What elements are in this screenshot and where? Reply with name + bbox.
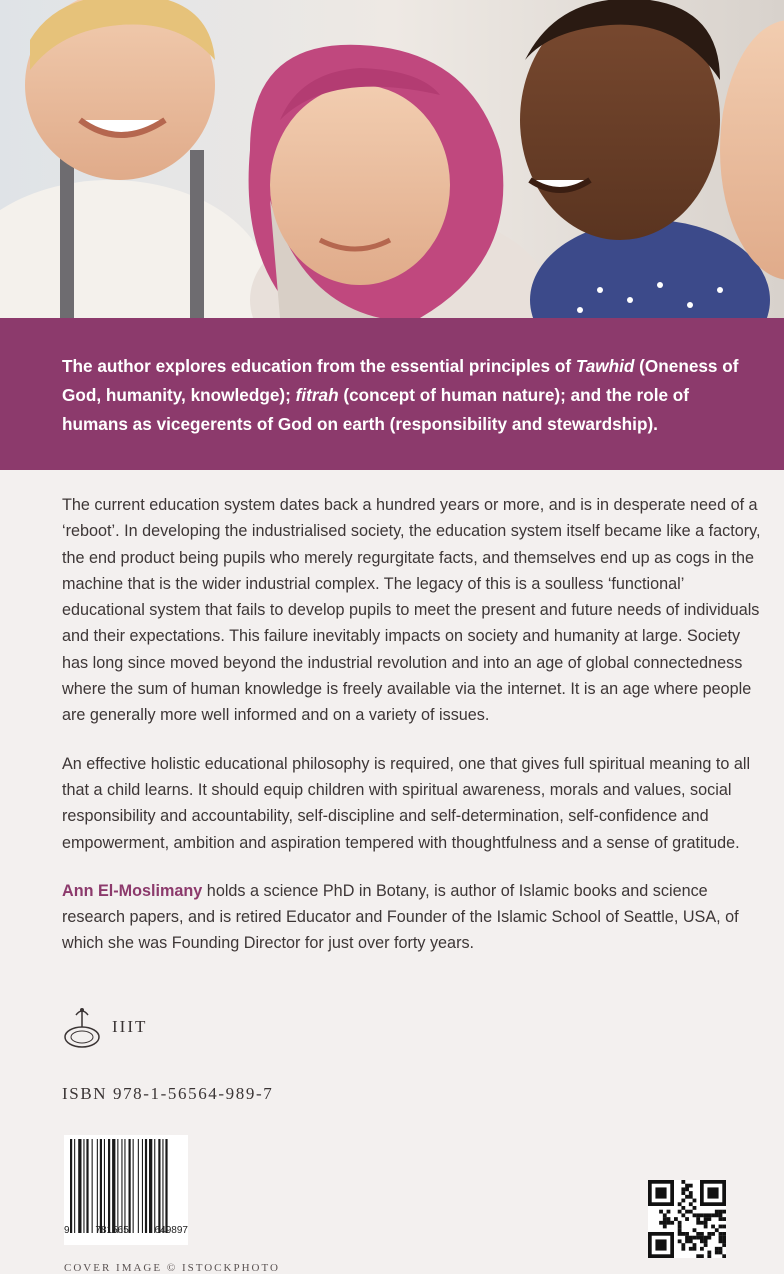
qr-module <box>685 1210 689 1214</box>
barcode-bar <box>165 1139 167 1233</box>
qr-module <box>681 1247 685 1251</box>
qr-module <box>696 1236 700 1240</box>
barcode-bar <box>121 1139 122 1233</box>
qr-module <box>674 1217 678 1221</box>
qr-module <box>707 1217 711 1221</box>
summary-text: The author explores education from the essential principles of Tawhid (Oneness of God, humanity, knowledge); fitrah (concept of human nature); and the role of humans as vicegerents of God on earth (responsibility and stewardship). <box>62 356 739 434</box>
qr-module <box>715 1213 719 1217</box>
qr-module <box>685 1187 689 1191</box>
qr-module <box>707 1254 711 1258</box>
barcode-bar <box>138 1139 139 1233</box>
qr-code <box>648 1180 726 1258</box>
qr-module <box>663 1221 667 1225</box>
cover-photo-illustration <box>0 0 784 318</box>
qr-module <box>704 1221 708 1225</box>
qr-module <box>681 1206 685 1210</box>
qr-module <box>711 1232 715 1236</box>
qr-module <box>707 1236 711 1240</box>
barcode-bar <box>129 1139 131 1233</box>
qr-module <box>685 1236 689 1240</box>
qr-module <box>719 1217 723 1221</box>
qr-module <box>696 1217 700 1221</box>
barcode-bar <box>104 1139 105 1233</box>
qr-module <box>689 1210 693 1214</box>
qr-module <box>704 1236 708 1240</box>
qr-module <box>681 1199 685 1203</box>
qr-module <box>689 1184 693 1188</box>
qr-module <box>719 1213 723 1217</box>
barcode-bar <box>117 1139 118 1233</box>
qr-module <box>693 1243 697 1247</box>
publisher-logo <box>62 1002 147 1052</box>
summary-band <box>0 318 784 470</box>
qr-module <box>711 1213 715 1217</box>
qr-module <box>704 1243 708 1247</box>
qr-module <box>700 1239 704 1243</box>
qr-module <box>667 1221 671 1225</box>
qr-module <box>722 1210 726 1214</box>
barcode-bar <box>83 1139 84 1233</box>
description <box>62 492 762 979</box>
qr-module <box>689 1191 693 1195</box>
qr-module <box>722 1217 726 1221</box>
qr-module <box>696 1221 700 1225</box>
qr-module <box>685 1195 689 1199</box>
qr-module <box>678 1202 682 1206</box>
author-name: Ann El-Moslimany <box>62 881 203 900</box>
qr-module <box>704 1225 708 1229</box>
qr-module <box>678 1221 682 1225</box>
qr-module <box>659 1210 663 1214</box>
barcode-bar <box>158 1139 160 1233</box>
barcode-bar <box>162 1139 163 1233</box>
qr-module <box>663 1213 667 1217</box>
qr-module <box>693 1213 697 1217</box>
barcode-bar <box>149 1139 152 1233</box>
qr-module <box>719 1236 723 1240</box>
barcode-bar <box>124 1139 125 1233</box>
qr-module <box>681 1213 685 1217</box>
qr-module <box>719 1239 723 1243</box>
qr-module <box>715 1247 719 1251</box>
qr-module <box>696 1254 700 1258</box>
qr-module <box>722 1254 726 1258</box>
qr-module <box>715 1228 719 1232</box>
qr-module <box>707 1232 711 1236</box>
qr-module <box>689 1195 693 1199</box>
qr-module <box>696 1232 700 1236</box>
qr-module <box>693 1247 697 1251</box>
qr-module <box>719 1251 723 1255</box>
qr-finder <box>655 1239 666 1250</box>
qr-module <box>681 1180 685 1184</box>
qr-module <box>700 1221 704 1225</box>
qr-module <box>678 1210 682 1214</box>
qr-module <box>719 1247 723 1251</box>
qr-module <box>681 1187 685 1191</box>
qr-module <box>689 1202 693 1206</box>
barcode <box>64 1120 188 1260</box>
qr-module <box>722 1225 726 1229</box>
qr-module <box>722 1243 726 1247</box>
qr-module <box>689 1236 693 1240</box>
qr-module <box>689 1239 693 1243</box>
paragraph-1: The current education system dates back a hundred years or more, and is in desperate need of a ‘reboot’. In developing the industrialised society, the education system itself became like a factory, the end product being pupils who merely regurgitate facts, and themselves end up as cogs in the machine that is the wider industrial complex. The legacy of this is a soulless ‘functional’ educational system that fails to develop pupils to meet the present and future needs of individuals and their expectations. This failure inevitably impacts on society and humanity at large. Society has long since moved beyond the industrial revolution and into an age of global connectedness where the sum of human knowledge is freely available via the internet. It is an age where people are generally more well informed and on a variety of issues. <box>62 496 761 725</box>
qr-module <box>711 1225 715 1229</box>
barcode-bar <box>97 1139 98 1233</box>
qr-module <box>700 1236 704 1240</box>
qr-module <box>663 1217 667 1221</box>
qr-module <box>700 1213 704 1217</box>
isbn: ISBN 978-1-56564-989-7 <box>62 1084 274 1103</box>
barcode-bar <box>145 1139 147 1233</box>
qr-module <box>663 1225 667 1229</box>
barcode-bar <box>133 1139 134 1233</box>
qr-module <box>704 1213 708 1217</box>
qr-module <box>693 1236 697 1240</box>
qr-module <box>722 1239 726 1243</box>
qr-module <box>667 1217 671 1221</box>
qr-module <box>659 1221 663 1225</box>
qr-module <box>719 1232 723 1236</box>
qr-module <box>693 1206 697 1210</box>
barcode-bar <box>78 1139 81 1233</box>
qr-module <box>685 1217 689 1221</box>
barcode-bar <box>112 1139 115 1233</box>
cover-image-credit: COVER IMAGE © ISTOCKPHOTO <box>64 1262 280 1274</box>
barcode-bar <box>92 1139 93 1233</box>
qr-module <box>719 1225 723 1229</box>
publisher-emblem-icon <box>62 1005 102 1049</box>
qr-module <box>715 1251 719 1255</box>
qr-module <box>667 1210 671 1214</box>
qr-module <box>707 1251 711 1255</box>
barcode-bar <box>74 1139 75 1233</box>
barcode-bar <box>86 1139 88 1233</box>
qr-finder <box>655 1187 666 1198</box>
qr-module <box>722 1236 726 1240</box>
barcode-bar <box>142 1139 143 1233</box>
qr-module <box>681 1191 685 1195</box>
barcode-bar <box>154 1139 155 1233</box>
qr-module <box>685 1184 689 1188</box>
cover-photo <box>0 0 784 318</box>
qr-module <box>678 1228 682 1232</box>
qr-module <box>722 1232 726 1236</box>
paragraph-2: An effective holistic educational philosophy is required, one that gives full spiritual meaning to all that a child learns. It should equip children with spiritual awareness, morals and values, social responsibility and accountability, self-discipline and self-determination, self-confidence and empowerment, ambition and aspiration tempered with thoughtfulness and a sense of gratitude. <box>62 754 751 852</box>
publisher-name: IIIT <box>112 1017 148 1036</box>
qr-module <box>693 1228 697 1232</box>
qr-module <box>678 1225 682 1229</box>
qr-module <box>719 1210 723 1214</box>
qr-module <box>685 1232 689 1236</box>
qr-module <box>704 1217 708 1221</box>
qr-module <box>681 1232 685 1236</box>
qr-module <box>704 1239 708 1243</box>
qr-module <box>678 1239 682 1243</box>
qr-module <box>700 1232 704 1236</box>
qr-module <box>700 1254 704 1258</box>
qr-module <box>689 1247 693 1251</box>
qr-module <box>693 1199 697 1203</box>
barcode-bar <box>70 1139 72 1233</box>
qr-module <box>670 1221 674 1225</box>
qr-module <box>681 1243 685 1247</box>
qr-module <box>715 1210 719 1214</box>
qr-module <box>678 1232 682 1236</box>
barcode-bar <box>108 1139 110 1233</box>
barcode-number: 9 781565 649897 <box>64 1225 188 1236</box>
qr-module <box>685 1239 689 1243</box>
qr-module <box>707 1213 711 1217</box>
qr-finder <box>707 1187 718 1198</box>
author-bio: Ann El-Moslimany holds a science PhD in Botany, is author of Islamic books and science research papers, and is retired Educator and Founder of the Islamic School of Seattle, USA, of which she was Founding Director for just over forty years. <box>62 881 739 953</box>
barcode-bar <box>100 1139 102 1233</box>
qr-module <box>700 1247 704 1251</box>
qr-module <box>696 1213 700 1217</box>
